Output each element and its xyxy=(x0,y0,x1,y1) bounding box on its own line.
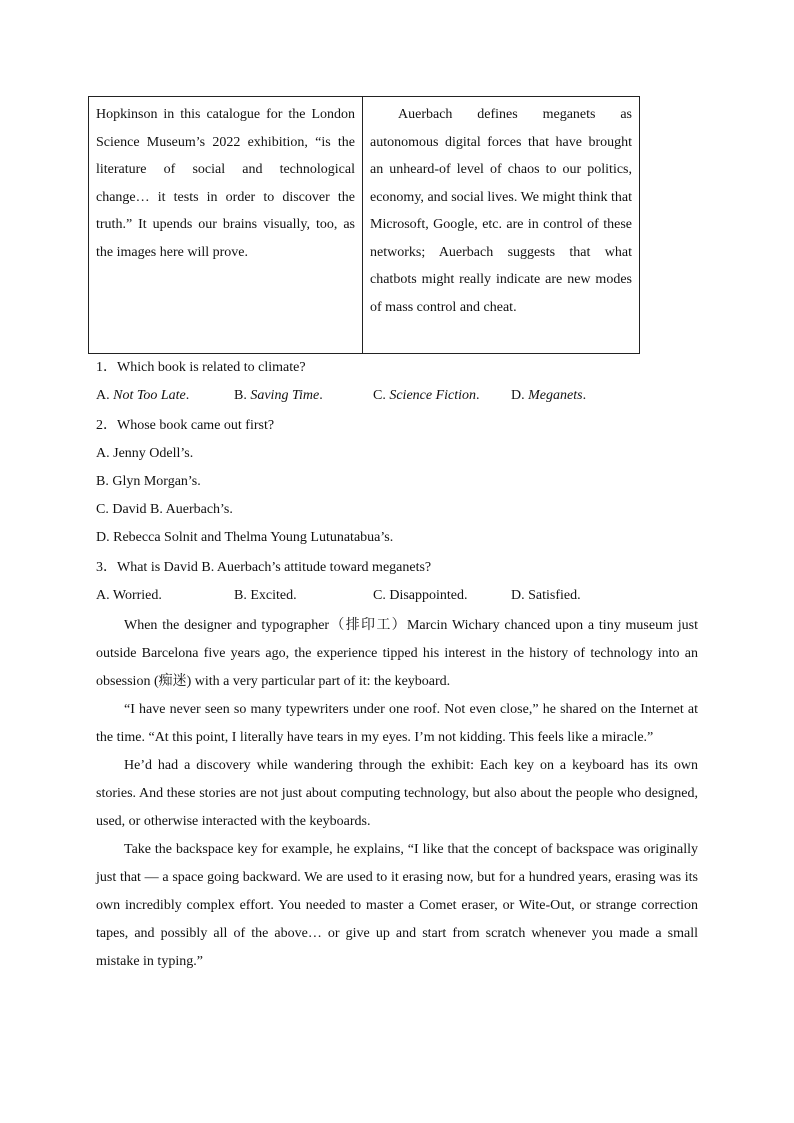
passage-paragraph: Take the backspace key for example, he explains, “I like that the concept of backspace was originally just that — a space going backward. We are used to it erasing now, but for a hundred years, erasing was its own incredibly complex effort. You needed to master a Comet eraser, or Wite-Out, or strange correction tapes, and possibly all of the above… or give up and start from scratch whenever you made a small mistake in typing.” xyxy=(96,842,698,969)
option-b[interactable]: B. Excited. xyxy=(234,588,297,603)
option-row xyxy=(96,582,706,610)
passage-paragraph: When the designer and typographer（排印工）Marcin Wichary chanced upon a tiny museum just outside Barcelona five years ago, the experience tipped his interest in the history of technology into an obsession (痴迷) with a very particular part of it: the keyboard. xyxy=(96,618,698,689)
option-d[interactable]: D. Satisfied. xyxy=(511,588,581,603)
option-c[interactable]: C. Disappointed. xyxy=(373,588,468,603)
question-stem: 1．Which book is related to climate? xyxy=(96,360,306,375)
option-c[interactable]: C. Science Fiction. xyxy=(373,388,480,403)
question-1 xyxy=(96,354,706,410)
option-d[interactable]: D. Rebecca Solnit and Thelma Young Lutunatabua’s. xyxy=(96,530,394,545)
question-3 xyxy=(96,554,706,610)
question-stem: 2．Whose book came out first? xyxy=(96,418,275,433)
option-c[interactable]: C. David B. Auerbach’s. xyxy=(96,502,233,517)
option-b[interactable]: B. Saving Time. xyxy=(234,388,323,403)
option-b[interactable]: B. Glyn Morgan’s. xyxy=(96,474,201,489)
option-row xyxy=(96,382,706,410)
option-a[interactable]: A. Not Too Late. xyxy=(96,388,190,403)
table-cell-hopkinson: Hopkinson in this catalogue for the London Science Museum’s 2022 exhibition, “is the literature of social and technological change… it tests in order to discover the truth.” It upends our brains visually, too, as the images here will prove. xyxy=(89,97,363,353)
passage-paragraph: “I have never seen so many typewriters under one roof. Not even close,” he shared on the Internet at the time. “At this point, I literally have tears in my eyes. I’m not kidding. This feels like a miracle.” xyxy=(96,702,698,745)
table-cell-auerbach: Auerbach defines meganets as autonomous digital forces that have brought an unheard-of level of chaos to our politics, economy, and social lives. We might think that Microsoft, Google, etc. are in control of these networks; Auerbach suggests that what chatbots might really indicate are new modes of mass control and cheat. xyxy=(370,107,632,315)
reading-passage xyxy=(96,612,698,976)
book-review-table xyxy=(88,96,640,354)
option-a[interactable]: A. Jenny Odell’s. xyxy=(96,446,194,461)
question-2 xyxy=(96,412,706,552)
option-d[interactable]: D. Meganets. xyxy=(511,388,587,403)
passage-paragraph: He’d had a discovery while wandering through the exhibit: Each key on a keyboard has its own stories. And these stories are not just about computing technology, but also about the people who designed, used, or otherwise interacted with the keyboards. xyxy=(96,758,698,829)
question-stem: 3．What is David B. Auerbach’s attitude toward meganets? xyxy=(96,560,432,575)
option-a[interactable]: A. Worried. xyxy=(96,588,162,603)
